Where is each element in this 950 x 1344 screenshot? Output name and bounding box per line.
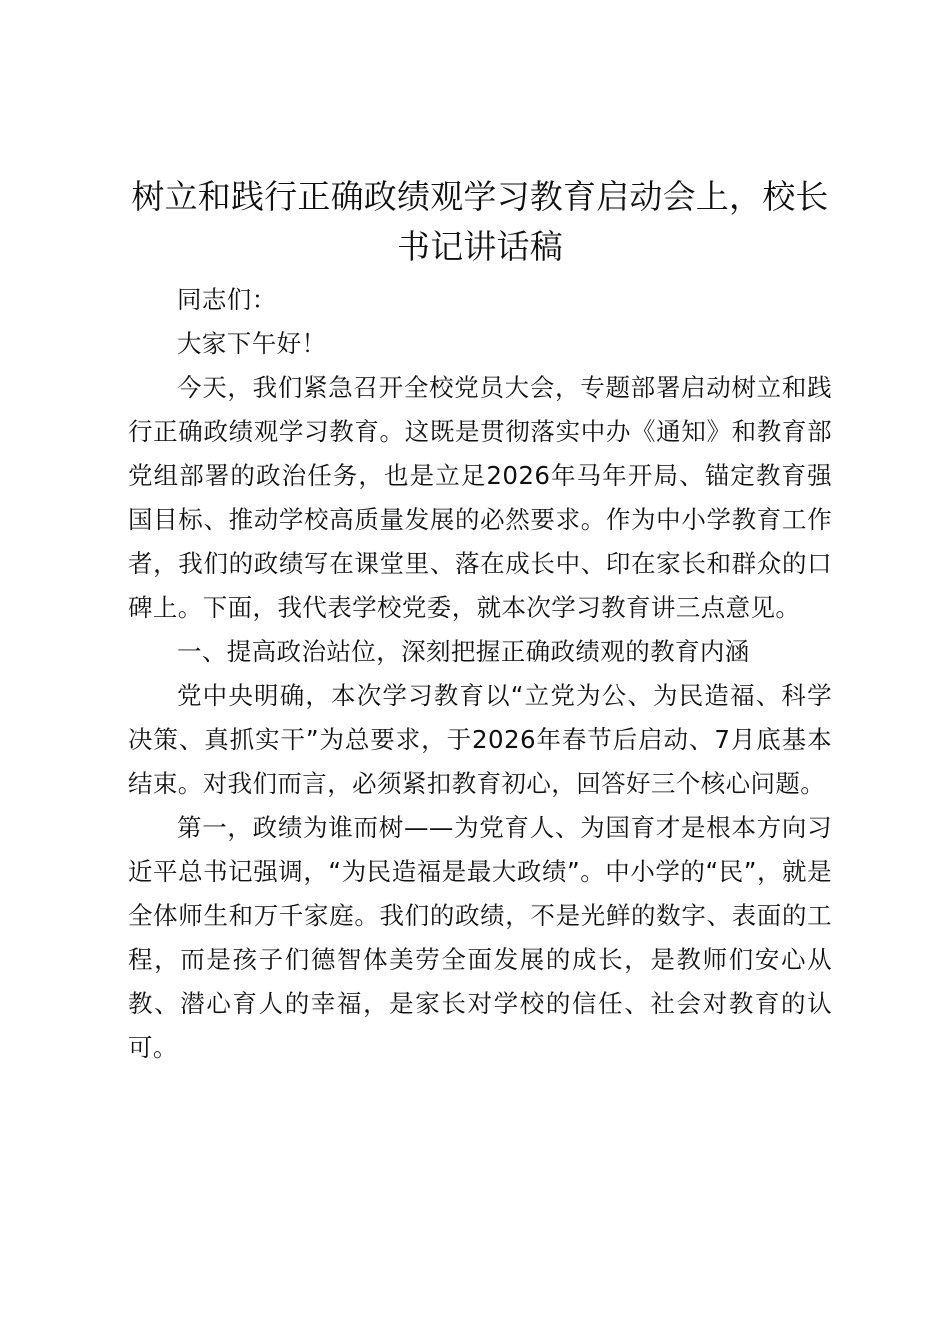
intro-paragraph: 今天，我们紧急召开全校党员大会，专题部署启动树立和践行正确政绩观学习教育。这既是贯彻落实中办《通知》和教育部党组部署的政治任务，也是立足2026年马年开局、锚定教育强国目标、推动学校高质量发展的必然要求。作为中小学教育工作者，我们的政绩写在课堂里、落在成长中、印在家长和群众的口碑上。下面，我代表学校党委，就本次学习教育讲三点意见。 (128, 373, 832, 622)
document-title: 树立和践行正确政绩观学习教育启动会上，校长书记讲话稿 (131, 177, 829, 266)
document-page (128, 172, 832, 1070)
greeting: 大家下午好！ (177, 329, 327, 358)
section-1-heading: 一、提高政治站位，深刻把握正确政绩观的教育内涵 (177, 637, 750, 666)
section-1-paragraph-2: 第一，政绩为谁而树——为党育人、为国育才是根本方向习近平总书记强调，“为民造福是最大政绩”。中小学的“民”，就是全体师生和万千家庭。我们的政绩，不是光鲜的数字、表面的工程，而是孩子们德智体美劳全面发展的成长，是教师们安心从教、潜心育人的幸福，是家长对学校的信任、社会对教育的认可。 (128, 813, 832, 1062)
section-1-paragraph-1: 党中央明确，本次学习教育以“立党为公、为民造福、科学决策、真抓实干”为总要求，于2026年春节后启动、7月底基本结束。对我们而言，必须紧扣教育初心，回答好三个核心问题。 (128, 681, 832, 798)
document-body (128, 278, 832, 1070)
salutation: 同志们： (177, 285, 277, 314)
